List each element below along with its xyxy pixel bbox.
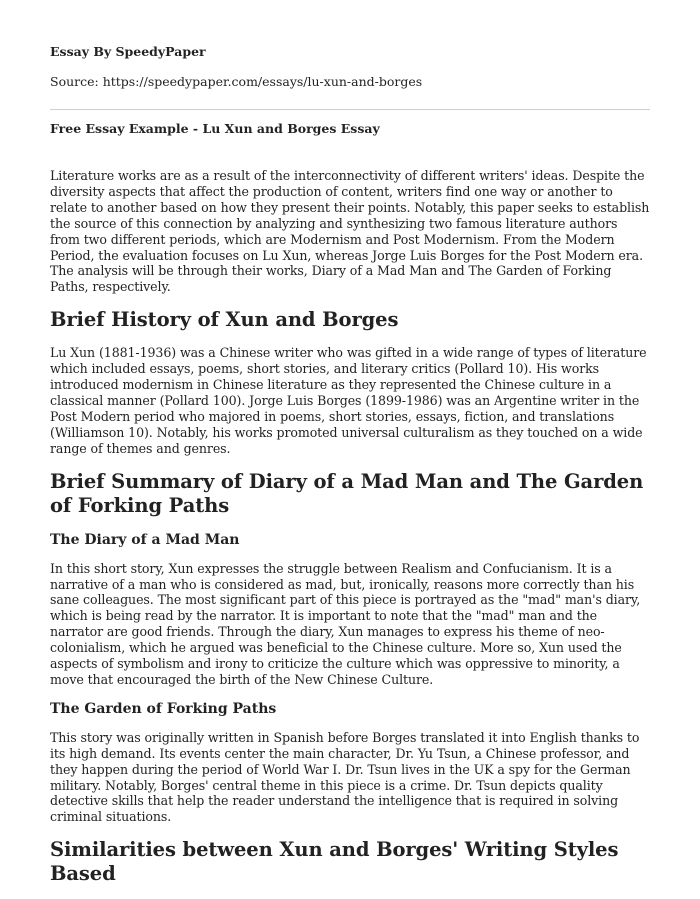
section-heading-history: Brief History of Xun and Borges [50, 308, 399, 332]
essay-title: Free Essay Example - Lu Xun and Borges Essay [50, 121, 380, 136]
section-heading-similarities: Similarities between Xun and Borges' Writing Styles Based [50, 838, 619, 886]
section-heading-summary: Brief Summary of Diary of a Mad Man and The Garden of Forking Paths [50, 469, 644, 517]
garden-paragraph: This story was originally written in Spanish before Borges translated it into English thanks to its high demand. Its events center the main character, Dr. Yu Tsun, a Chinese professor, and they happen during the period of World War I. Dr. Tsun lives in the UK a spy for the German military. Notably, Borges' central theme in this piece is a crime. Dr. Tsun depicts quality detective skills that help the reader understand the intelligence that is required in solving criminal situations. [50, 729, 640, 825]
essay-body [50, 168, 650, 899]
brand-name: Essay By SpeedyPaper [50, 44, 206, 59]
diary-paragraph: In this short story, Xun expresses the struggle between Realism and Confucianism. It is a narrative of a man who is considered as mad, but, ironically, reasons more correctly than his sane colleagues. The most significant part of this piece is portrayed as the "mad" man's diary, which is being read by the narrator. It is important to note that the "mad" man and the narrator are good friends. Through the diary, Xun manages to express his theme of neo-colonialism, which he argued was beneficial to the Chinese culture. More so, Xun used the aspects of symbolism and irony to criticize the culture which was oppressive to minority, a move that encouraged the birth of the New Chinese Culture. [50, 560, 641, 687]
header-divider [50, 109, 650, 110]
history-paragraph: Lu Xun (1881-1936) was a Chinese writer who was gifted in a wide range of types of literature which included essays, poems, short stories, and literary critics (Pollard 10). His works introduced modernism in Chinese literature as they represented the Chinese culture in a classical manner (Pollard 100). Jorge Luis Borges (1899-1986) was an Argentine writer in the Post Modern period who majored in poems, short stories, essays, fiction, and translations (Williamson 10). Notably, his works promoted universal culturalism as they touched on a wide range of themes and genres. [50, 345, 647, 456]
intro-paragraph: Literature works are as a result of the interconnectivity of different writers' ideas. Despite the diversity aspects that affect the production of content, writers find one way or another to relate to another based on how they present their points. Notably, this paper seeks to establish the source of this connection by analyzing and synthesizing two famous literature authors from two different periods, which are Modernism and Post Modernism. From the Modern Period, the evaluation focuses on Lu Xun, whereas Jorge Luis Borges for the Post Modern era. The analysis will be through their works, Diary of a Mad Man and The Garden of Forking Paths, respectively. [50, 168, 650, 295]
subsection-heading-garden: The Garden of Forking Paths [50, 700, 277, 717]
source-url: Source: https://speedypaper.com/essays/lu-xun-and-borges [50, 74, 423, 89]
subsection-heading-diary: The Diary of a Mad Man [50, 531, 240, 548]
